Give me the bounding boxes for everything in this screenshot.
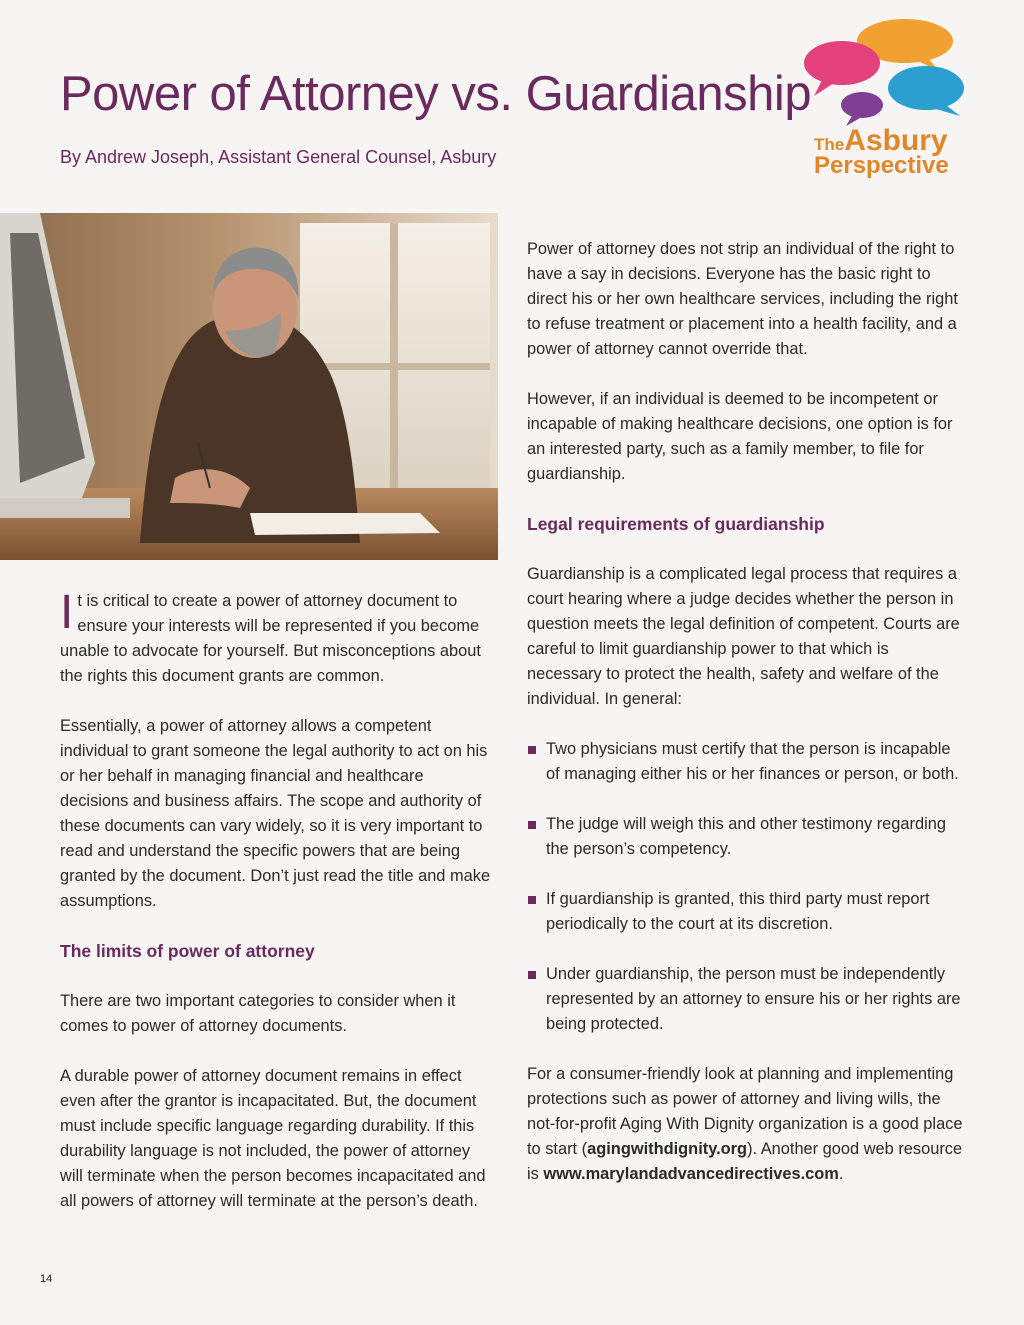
body-paragraph: A durable power of attorney document remains in effect even after the grantor is incapacitated. But, the document must include specific language regarding durability. If this durability language is not included, the power of attorney will terminate when the person becomes incapacitated and all powers of attorney will terminate at the person’s death. bbox=[60, 1067, 486, 1210]
intro-text: t is critical to create a power of attorney document to ensure your interests will be represented if you become unable to advocate for yourself. But misconceptions about the rights this document grants are common. bbox=[60, 592, 481, 685]
square-bullet-icon bbox=[528, 746, 536, 754]
body-paragraph: Guardianship is a complicated legal process that requires a court hearing where a judge decides whether the person in question meets the legal definition of competent. Courts are careful to limit guardianship power to that which is necessary to protect the health, safety and welfare of the individual. In general: bbox=[527, 565, 960, 708]
logo-word-asbury: Asbury bbox=[844, 124, 948, 157]
byline: By Andrew Joseph, Assistant General Counsel, Asbury bbox=[60, 147, 497, 167]
page-number: 14 bbox=[40, 1273, 53, 1285]
list-item: Two physicians must certify that the person is incapable of managing either his or her finances or person, or both. bbox=[527, 737, 967, 787]
logo-word-perspective: Perspective bbox=[814, 152, 949, 179]
man-writing-at-desk-photo bbox=[0, 213, 498, 560]
body-paragraph: There are two important categories to consider when it comes to power of attorney documents. bbox=[60, 992, 456, 1035]
square-bullet-icon bbox=[528, 821, 536, 829]
speech-bubbles-icon bbox=[800, 16, 970, 131]
section-heading: Legal requirements of guardianship bbox=[527, 514, 825, 534]
asbury-perspective-logo bbox=[800, 16, 970, 191]
section-heading: The limits of power of attorney bbox=[60, 941, 315, 961]
drop-cap: I bbox=[60, 586, 74, 639]
body-paragraph: Power of attorney does not strip an individual of the right to have a say in decisions. Everyone has the basic right to direct his or her own healthcare services, including the right to refuse treatment or placement into a health facility, and a power of attorney cannot override that. bbox=[527, 240, 958, 358]
body-paragraph: Essentially, a power of attorney allows a competent individual to grant someone the legal authority to act on his or her behalf in managing financial and healthcare decisions and business affairs. The scope and authority of these documents can vary widely, so it is very important to read and understand the specific powers that are being granted by the document. Don’t just read the title and make assumptions. bbox=[60, 717, 491, 910]
right-column bbox=[527, 237, 967, 1212]
square-bullet-icon bbox=[528, 896, 536, 904]
closing-paragraph: For a consumer-friendly look at planning and implementing protections such as power of attorney and living wills, the not-for-profit Aging With Dignity organization is a good place to start (agingwithdignity.org). Another good web resource is www.marylandadvancedirectives.com. bbox=[527, 1065, 963, 1183]
link-maryland-advance-directives[interactable]: www.marylandadvancedirectives.com bbox=[543, 1165, 839, 1183]
square-bullet-icon bbox=[528, 971, 536, 979]
body-paragraph: However, if an individual is deemed to be incompetent or incapable of making healthcare decisions, one option is for an interested party, such as a family member, to file for guardianship. bbox=[527, 390, 953, 483]
page-title: Power of Attorney vs. Guardianship bbox=[60, 67, 812, 121]
list-item: The judge will weigh this and other testimony regarding the person’s competency. bbox=[527, 812, 967, 862]
intro-paragraph bbox=[60, 586, 496, 689]
list-item: Under guardianship, the person must be independently represented by an attorney to ensure his or her rights are being protected. bbox=[527, 962, 967, 1037]
list-item: If guardianship is granted, this third party must report periodically to the court at its discretion. bbox=[527, 887, 967, 937]
bullet-list bbox=[527, 737, 967, 1037]
left-column bbox=[60, 586, 496, 1239]
logo-word-the: The bbox=[814, 135, 845, 154]
link-aging-with-dignity[interactable]: agingwithdignity.org bbox=[587, 1140, 748, 1158]
